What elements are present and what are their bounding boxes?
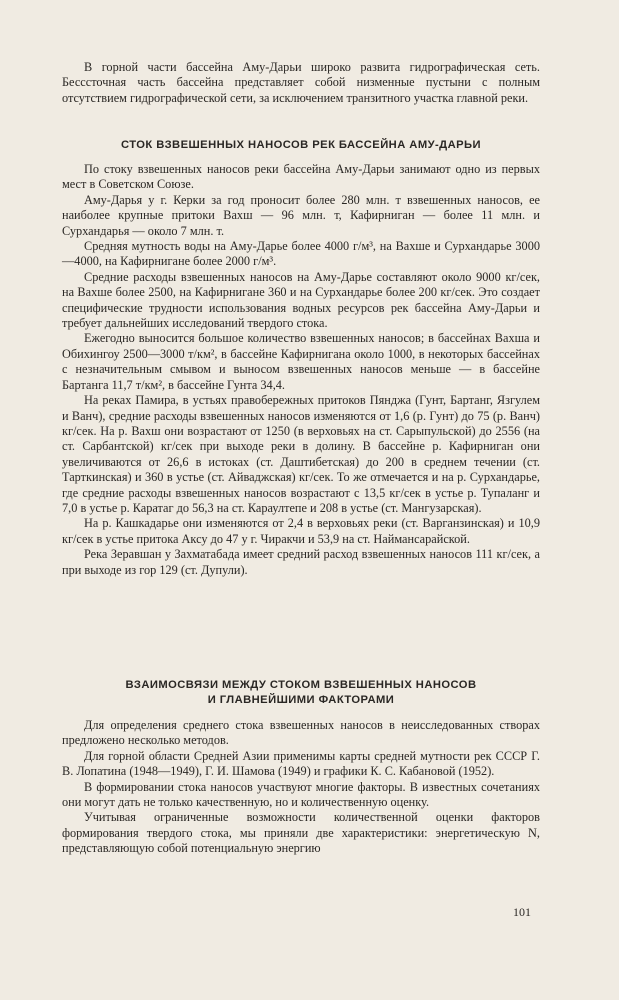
section-heading-line: И ГЛАВНЕЙШИМИ ФАКТОРАМИ xyxy=(207,694,395,706)
paragraph: На р. Кашкадарье они изменяются от 2,4 в верховьях реки (ст. Варганзинская) и 10,9 кг/сек в устье притока Аксу до 47 у г. Чиракчи и 53,9 на ст. Наймансарайской. xyxy=(62,516,540,546)
intro-paragraph: В горной части бассейна Аму-Дарьи широко развита гидрографическая сеть. Бесссточная часть бассейна представляет собой низменные пустыни с полным отсутствием гидрографической сети, за исключением транзитного участка главной реки. xyxy=(62,60,540,105)
section-heading-line: ВЗАИМОСВЯЗИ МЕЖДУ СТОКОМ ВЗВЕШЕННЫХ НАНОСОВ xyxy=(125,679,477,691)
paragraph: Средние расходы взвешенных наносов на Аму-Дарье составляют около 9000 кг/сек, на Вахше более 2500, на Кафирнигане 360 и на Сурхандарье более 200 кг/сек. Это создает специфические трудности использования водных ресурсов рек бассейна Аму-Дарьи и требует дальнейших исследований твердого стока. xyxy=(62,269,540,331)
paragraph: Для горной области Средней Азии применимы карты средней мутности рек СССР Г. В. Лопатина (1948—1949), Г. И. Шамова (1949) и графики К. С. Кабановой (1952). xyxy=(62,748,540,779)
paragraph: Учитывая ограниченные возможности количественной оценки факторов формирования твердого стока, мы приняли две характеристики: энергетическую N, представляющую собой потенциальную энергию xyxy=(62,810,540,856)
paragraph: Ежегодно выносится большое количество взвешенных наносов; в бассейнах Вахша и Обихингоу 2500—3000 т/км², в бассейне Кафирнигана около 1000, в некоторых бассейнах с незначительным смывом и выносом взвешенных наносов меньше — в бассейне Бартанга 11,7 т/км², в бассейне Гунта 34,4. xyxy=(62,331,540,392)
section-sediment-runoff xyxy=(62,138,540,578)
paragraph: По стоку взвешенных наносов реки бассейна Аму-Дарьи занимают одно из первых мест в Советском Союзе. xyxy=(62,162,540,192)
section-heading xyxy=(62,678,540,708)
section-heading: СТОК ВЗВЕШЕННЫХ НАНОСОВ РЕК БАССЕЙНА АМУ-ДАРЬИ xyxy=(120,139,482,151)
paragraph: Для определения среднего стока взвешенных наносов в неисследованных створах предложено несколько методов. xyxy=(62,718,540,748)
page-number: 101 xyxy=(513,905,531,919)
section-factors xyxy=(62,678,540,857)
paragraph: Река Зеравшан у Захматабада имеет средний расход взвешенных наносов 111 кг/сек, а при выходе из гор 129 (ст. Дупули). xyxy=(62,547,540,577)
paragraph: В формировании стока наносов участвуют многие факторы. В известных сочетаниях они могут дать не только качественную, но и количественную оценку. xyxy=(62,779,540,810)
paragraph: Аму-Дарья у г. Керки за год проносит более 280 млн. т взвешенных наносов, ее наиболее крупные притоки Вахш — 96 млн. т, Кафирниган — более 11 млн. и Сурхандарья — около 7 млн. т. xyxy=(62,192,540,238)
paragraph: На реках Памира, в устьях правобережных притоков Пянджа (Гунт, Бартанг, Язгулем и Ванч), средние расходы взвешенных наносов изменяются от 1,6 (р. Гунт) до 75 (р. Ванч) кг/сек. На р. Вахш они возрастают от 1250 (в верховьях на ст. Сарыпульской) до 2556 (на ст. Сарбантской) кг/сек при выходе реки в долину. В бассейне р. Кафирниган они увеличиваются от 26,6 в истоках (ст. Даштибетская) до 200 в среднем течении (ст. Тарткинская) и 360 в устье (ст. Айваджская) кг/сек. То же отмечается и на р. Сурхандарье, где средние расходы взвешенных наносов возрастают с 13,5 кг/сек в устье р. Тупаланг и 7,0 в устье р. Каратаг до 56,3 на ст. Караултепе и 208 в устье (ст. Мангузарская). xyxy=(62,393,540,515)
intro-block xyxy=(62,60,540,106)
paragraph: Средняя мутность воды на Аму-Дарье более 4000 г/м³, на Вахше и Сурхандарье 3000—4000, на Кафирнигане более 2000 г/м³. xyxy=(62,239,540,269)
